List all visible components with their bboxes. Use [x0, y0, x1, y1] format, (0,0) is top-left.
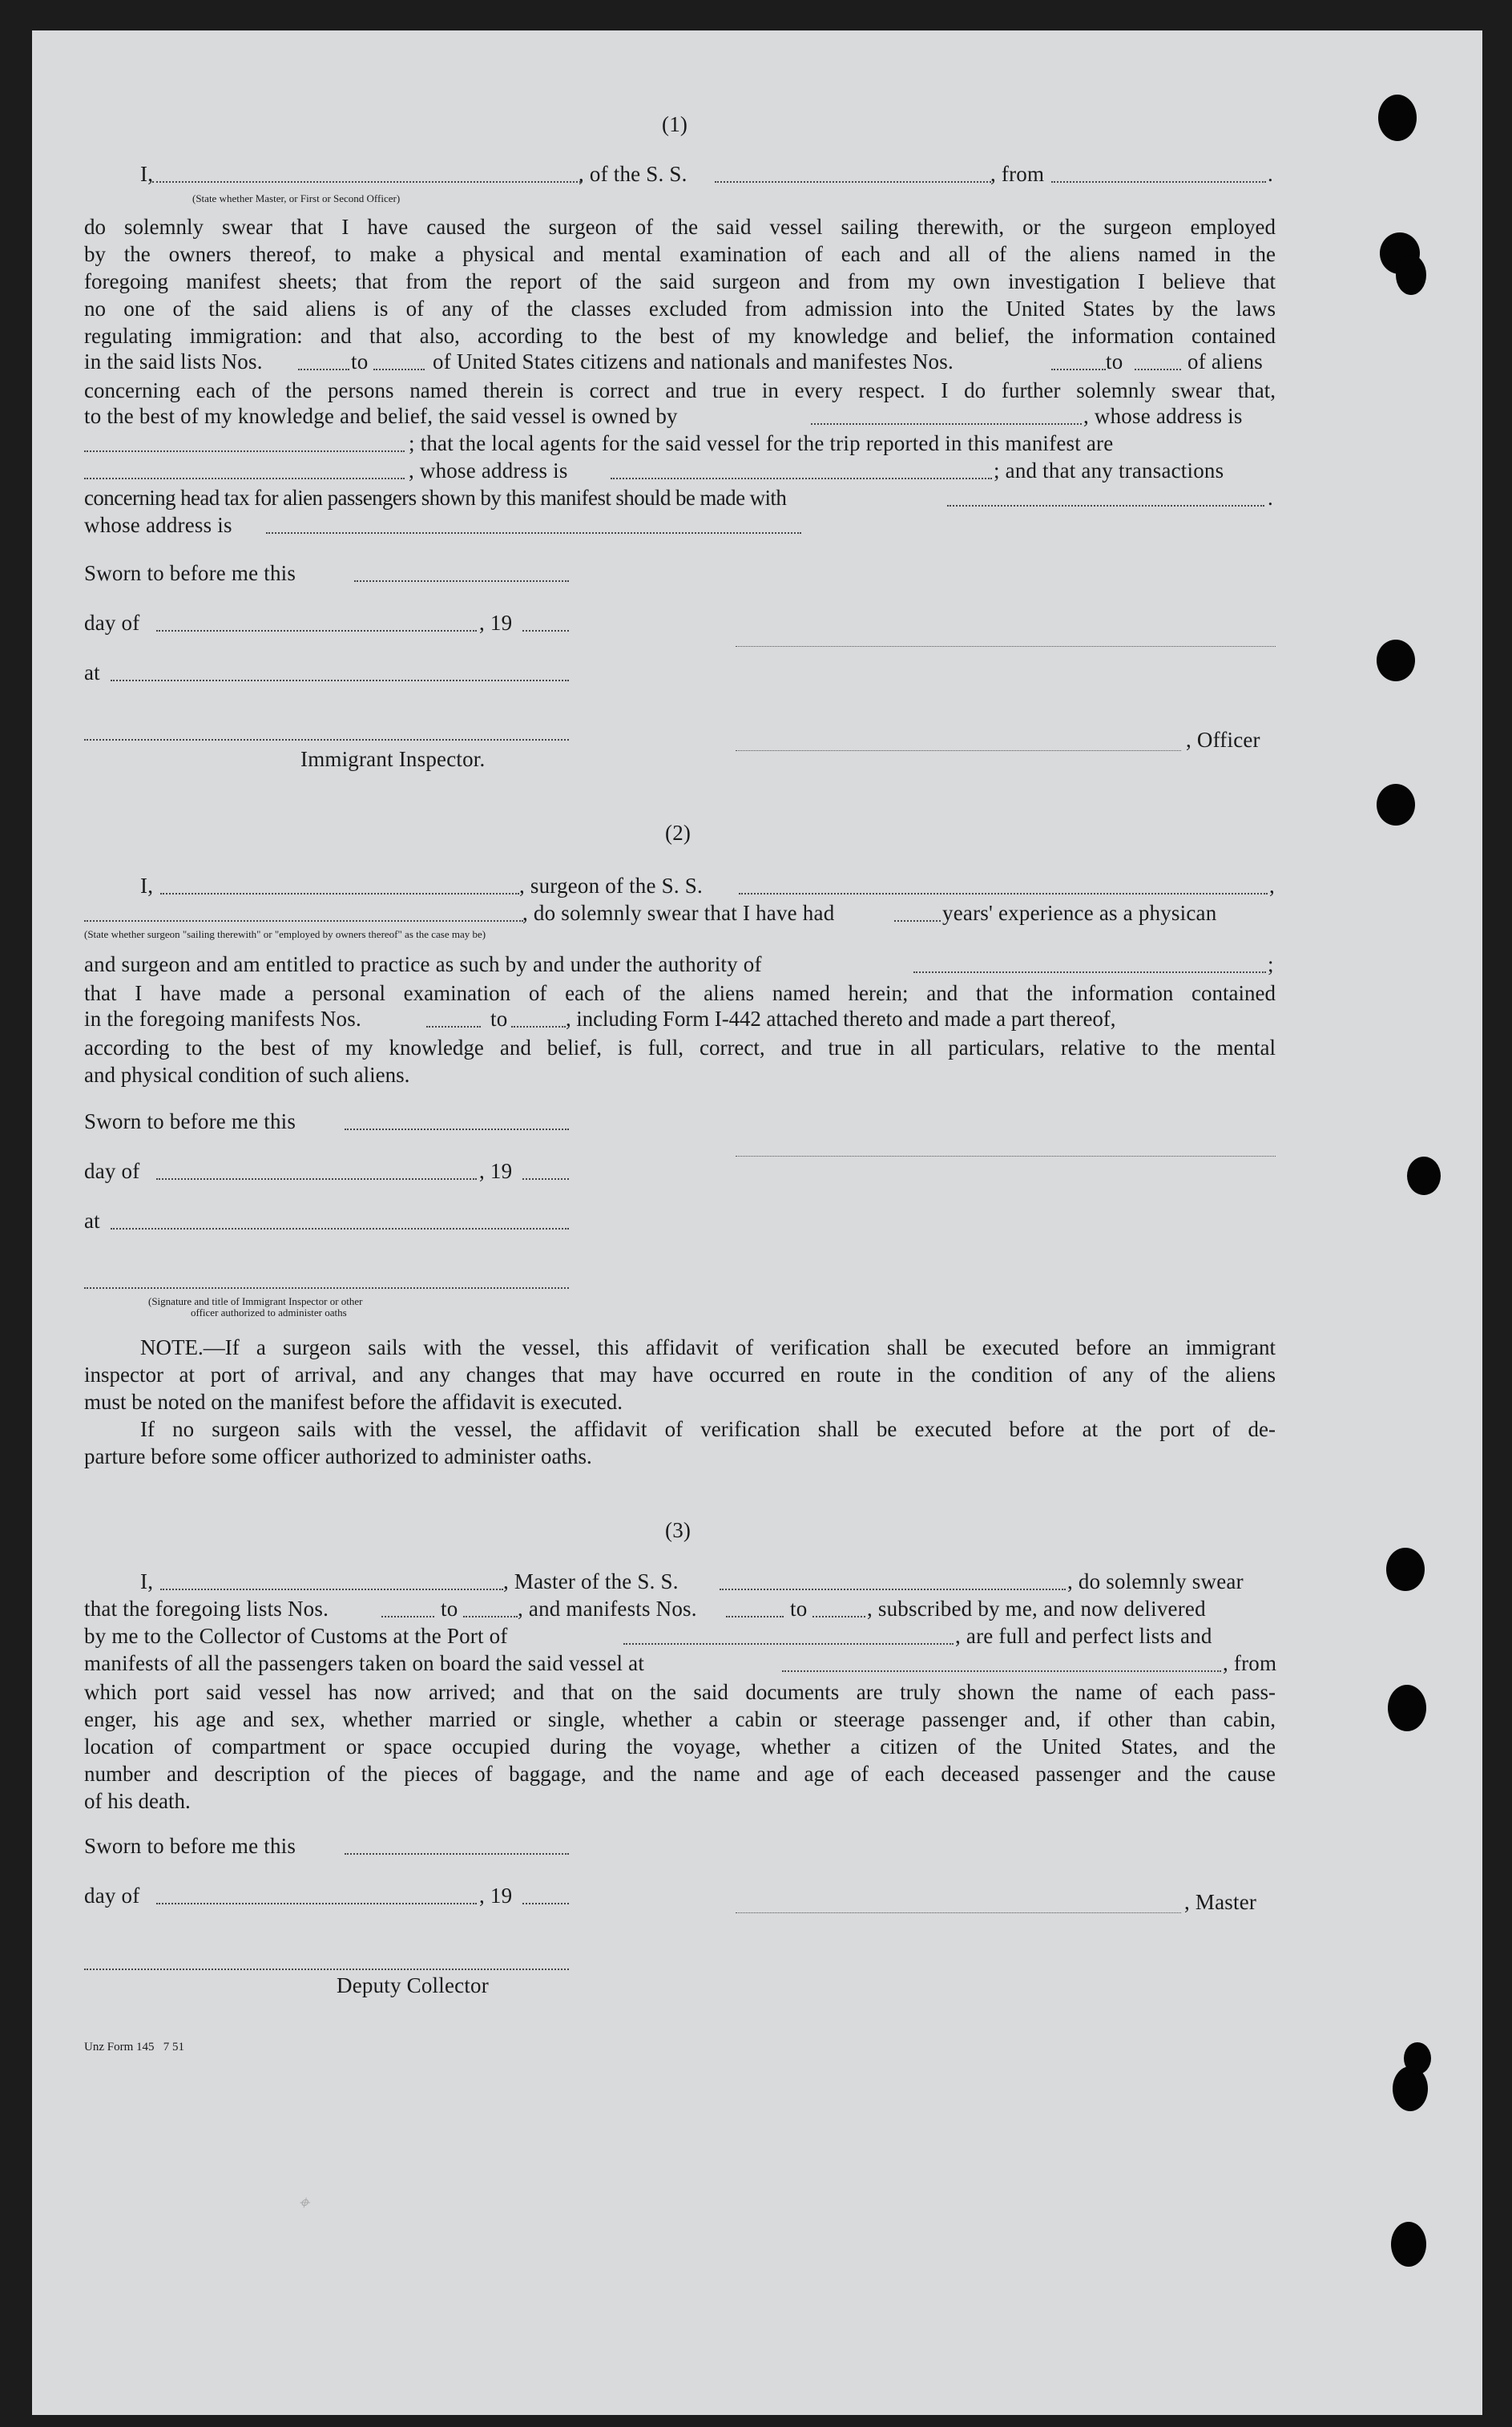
s1-manifests-to-field[interactable]	[1135, 369, 1181, 370]
section-number-1: (1)	[662, 112, 688, 136]
s1-agents-address-label: , whose address is	[409, 458, 568, 483]
s1-headtax-field[interactable]	[947, 505, 1264, 507]
s2-year-label: , 19	[479, 1159, 513, 1183]
s2-at-label: at	[84, 1209, 100, 1233]
s1-manifests-to: to	[1106, 349, 1123, 374]
s3-paragraph	[84, 1678, 1276, 1815]
s2-manifests-to: to	[490, 1007, 508, 1031]
s1-line7: concerning each of the persons named therein is correct and true in every respect. I do further solemnly swear that,	[84, 378, 1276, 402]
s2-dayof-label: day of	[84, 1159, 140, 1183]
note-line: inspector at port of arrival, and any changes that may have occurred en route in the condition of any of the aliens	[84, 1363, 1276, 1387]
punch-hole	[1404, 2042, 1431, 2074]
s2-signature-note-1: (Signature and title of Immigrant Inspector or other	[148, 1295, 363, 1307]
s3-swear-label: , do solemnly swear	[1067, 1569, 1244, 1593]
s1-owner-field[interactable]	[811, 423, 1082, 425]
s1-dayof-label: day of	[84, 611, 140, 635]
s1-agents-label: ; that the local agents for the said vessel for the trip reported in this manifest are	[409, 431, 1114, 455]
s1-officer-signature-line[interactable]	[736, 646, 1276, 647]
s1-ship-name-field[interactable]	[715, 181, 991, 183]
form-id: Unz Form 145 7 51	[84, 2041, 184, 2053]
s2-line4: that I have made a personal examination of each of the aliens named herein; and that the information contained	[84, 981, 1276, 1005]
s3-master-of-label: , Master of the S. S.	[503, 1569, 679, 1593]
s3-lists-to: to	[441, 1597, 458, 1621]
note-paragraph	[84, 1334, 1276, 1470]
s1-dayof-field[interactable]	[156, 630, 477, 632]
s3-departure-port-field[interactable]	[782, 1670, 1221, 1672]
s3-port-label: by me to the Collector of Customs at the Port of	[84, 1624, 508, 1648]
s1-paragraph	[84, 213, 1276, 349]
punch-hole	[1388, 1685, 1426, 1731]
s1-line1-end: .	[1268, 162, 1273, 186]
s2-years-label: years' experience as a physican	[942, 901, 1217, 925]
s1-headtax-address-field[interactable]	[266, 532, 801, 534]
s3-ship-name-field[interactable]	[720, 1589, 1066, 1590]
s1-from-field[interactable]	[1051, 181, 1266, 183]
text-line: of his death.	[84, 1789, 191, 1813]
note-line: NOTE.—If a surgeon sails with the vessel, this affidavit of verification shall be executed before an immigrant	[140, 1335, 1276, 1359]
s1-lists-label: in the said lists Nos.	[84, 349, 263, 374]
s2-line1-end: ,	[1269, 874, 1275, 898]
s2-years-field[interactable]	[894, 920, 941, 922]
note-line: If no surgeon sails with the vessel, the affidavit of verification shall be executed before at the port of de-	[140, 1417, 1276, 1441]
text-line: location of compartment or space occupied during the voyage, whether a citizen of the United States, and the	[84, 1734, 1276, 1759]
s1-year-field[interactable]	[522, 630, 569, 632]
text-line: do solemnly swear that I have caused the surgeon of the said vessel sailing therewith, or the surgeon employed	[84, 215, 1276, 239]
s3-master-signature-line[interactable]	[736, 1912, 1181, 1913]
text-line: foregoing manifest sheets; that from the report of the said surgeon and from my own investigation I believe that	[84, 269, 1276, 293]
s3-port-field[interactable]	[623, 1643, 954, 1645]
s2-at-field[interactable]	[111, 1228, 569, 1230]
s2-authority-field[interactable]	[913, 971, 1266, 973]
s1-of-ss-label: , of the S. S.	[579, 162, 687, 186]
s3-master-label: , Master	[1184, 1890, 1257, 1914]
s1-i-label: I,	[140, 162, 154, 186]
s1-owner-address-field[interactable]	[84, 450, 405, 452]
s1-inspector-label: Immigrant Inspector.	[300, 747, 486, 771]
s2-dayof-field[interactable]	[156, 1178, 477, 1180]
s2-i-label: I,	[140, 874, 154, 898]
s2-surgeon-name-field[interactable]	[160, 893, 519, 894]
text-line: no one of the said aliens is of any of the classes excluded from admission into the United States by the laws	[84, 297, 1276, 321]
s3-year-label: , 19	[479, 1884, 513, 1908]
text-line: by the owners thereof, to make a physical and mental examination of each and all of the aliens named in the	[84, 242, 1276, 266]
s3-i-label: I,	[140, 1569, 154, 1593]
punch-hole	[1386, 1548, 1425, 1591]
s2-sworn-date-field[interactable]	[345, 1129, 569, 1130]
punch-hole	[1391, 2222, 1426, 2267]
s2-capacity-field[interactable]	[84, 920, 523, 922]
punch-hole	[1377, 784, 1415, 826]
s1-lists-from-field[interactable]	[298, 369, 349, 370]
s1-transactions-label: ; and that any transactions	[994, 458, 1224, 483]
s3-sworn-date-field[interactable]	[345, 1853, 569, 1855]
s2-surgeon-signature-line[interactable]	[736, 1156, 1276, 1157]
s1-sworn-date-field[interactable]	[354, 580, 569, 582]
s2-paragraph-end: according to the best of my knowledge and belief, is full, correct, and true in all particulars, relative to the mental and physical condition of such aliens.	[84, 1036, 1276, 1087]
s1-agents-field[interactable]	[84, 478, 405, 479]
note-line: must be noted on the manifest before the affidavit is executed.	[84, 1390, 623, 1414]
s1-inspector-signature-field[interactable]	[84, 739, 569, 741]
punch-hole	[1396, 255, 1426, 295]
s3-year-field[interactable]	[522, 1903, 569, 1904]
text-line: which port said vessel has now arrived; and that on the said documents are truly shown the name of each pass-	[84, 1680, 1276, 1704]
s3-sworn-label: Sworn to before me this	[84, 1834, 296, 1858]
s3-master-name-field[interactable]	[160, 1589, 503, 1590]
s3-lists-from-field[interactable]	[381, 1616, 434, 1617]
punch-hole	[1377, 640, 1415, 681]
s2-surgeon-of-label: , surgeon of the S. S.	[519, 874, 703, 898]
s1-officer-name-line[interactable]	[736, 750, 1181, 751]
section-number-3: (3)	[665, 1518, 691, 1542]
s1-manifests-from-field[interactable]	[1051, 369, 1106, 370]
bleed-through-mark: ⌖	[298, 2193, 309, 2214]
s1-at-label: at	[84, 660, 100, 684]
punch-hole	[1407, 1157, 1441, 1195]
s1-owned-by-label: to the best of my knowledge and belief, the said vessel is owned by	[84, 404, 678, 428]
s3-dayof-label: day of	[84, 1884, 140, 1908]
s3-manifests-from-field[interactable]	[726, 1616, 784, 1617]
s1-sworn-label: Sworn to before me this	[84, 561, 296, 585]
s3-subscribed-label: , subscribed by me, and now delivered	[867, 1597, 1206, 1621]
s3-from-label: , from	[1223, 1651, 1277, 1675]
s1-from-label: , from	[990, 162, 1045, 186]
s2-manifests-from-field[interactable]	[426, 1026, 481, 1028]
s3-manifests-label: , and manifests Nos.	[518, 1597, 697, 1621]
s1-headtax-label: concerning head tax for alien passengers shown by this manifest should be made with	[84, 486, 787, 510]
s1-manifests-label: of United States citizens and nationals and manifestes Nos.	[433, 349, 954, 374]
s2-ship-name-field[interactable]	[739, 893, 1268, 894]
s1-officer-note: (State whether Master, or First or Second Officer)	[192, 192, 401, 204]
s1-whose-address-label: whose address is	[84, 513, 232, 537]
s2-signature-note-2: officer authorized to administer oaths	[191, 1306, 347, 1318]
s2-capacity-note: (State whether surgeon "sailing therewith" or "employed by owners thereof" as the case may be)	[84, 928, 486, 940]
s1-at-field[interactable]	[111, 680, 569, 681]
s2-sworn-label: Sworn to before me this	[84, 1109, 296, 1133]
s1-officer-name-field[interactable]	[152, 181, 581, 183]
text-line: enger, his age and sex, whether married or single, whether a cabin or steerage passenger and, if other than cabin,	[84, 1707, 1276, 1731]
s1-officer-label: , Officer	[1186, 728, 1260, 752]
s2-inspector-signature-field[interactable]	[84, 1287, 569, 1289]
s2-authority-end: ;	[1268, 952, 1274, 976]
s2-swear-label: , do solemnly swear that I have had	[522, 901, 835, 925]
s2-authority-label: and surgeon and am entitled to practice as such by and under the authority of	[84, 952, 762, 976]
s3-full-lists-label: , are full and perfect lists and	[955, 1624, 1212, 1648]
s1-year-label: , 19	[479, 611, 513, 635]
s3-lists-label: that the foregoing lists Nos.	[84, 1597, 329, 1621]
s3-dayof-field[interactable]	[156, 1903, 477, 1904]
text-line: regulating immigration: and that also, according to the best of my knowledge and belief, the information contained	[84, 324, 1276, 348]
s3-collector-label: Deputy Collector	[337, 1973, 489, 1997]
s3-collector-signature-field[interactable]	[84, 1969, 569, 1970]
s3-lists-to-field[interactable]	[463, 1616, 518, 1617]
section-number-2: (2)	[665, 821, 691, 845]
text-line: number and description of the pieces of baggage, and the name and age of each deceased passenger and the cause	[84, 1762, 1276, 1786]
s1-headtax-end: .	[1268, 486, 1273, 510]
note-line: parture before some officer authorized to administer oaths.	[84, 1444, 592, 1468]
s1-lists-to-field[interactable]	[373, 369, 425, 370]
punch-hole	[1378, 95, 1417, 141]
s1-owner-address-label: , whose address is	[1083, 404, 1243, 428]
s1-aliens-label: of aliens	[1187, 349, 1264, 374]
s2-year-field[interactable]	[522, 1178, 569, 1180]
s1-lists-to: to	[351, 349, 369, 374]
s3-taken-at-label: manifests of all the passengers taken on board the said vessel at	[84, 1651, 645, 1675]
s2-form-label: , including Form I-442 attached thereto and made a part thereof,	[566, 1007, 1116, 1031]
s3-manifests-to: to	[790, 1597, 808, 1621]
s2-manifests-to-field[interactable]	[511, 1026, 566, 1028]
s2-manifests-label: in the foregoing manifests Nos.	[84, 1007, 361, 1031]
s1-agents-address-field[interactable]	[611, 478, 992, 479]
s3-manifests-to-field[interactable]	[812, 1616, 865, 1617]
